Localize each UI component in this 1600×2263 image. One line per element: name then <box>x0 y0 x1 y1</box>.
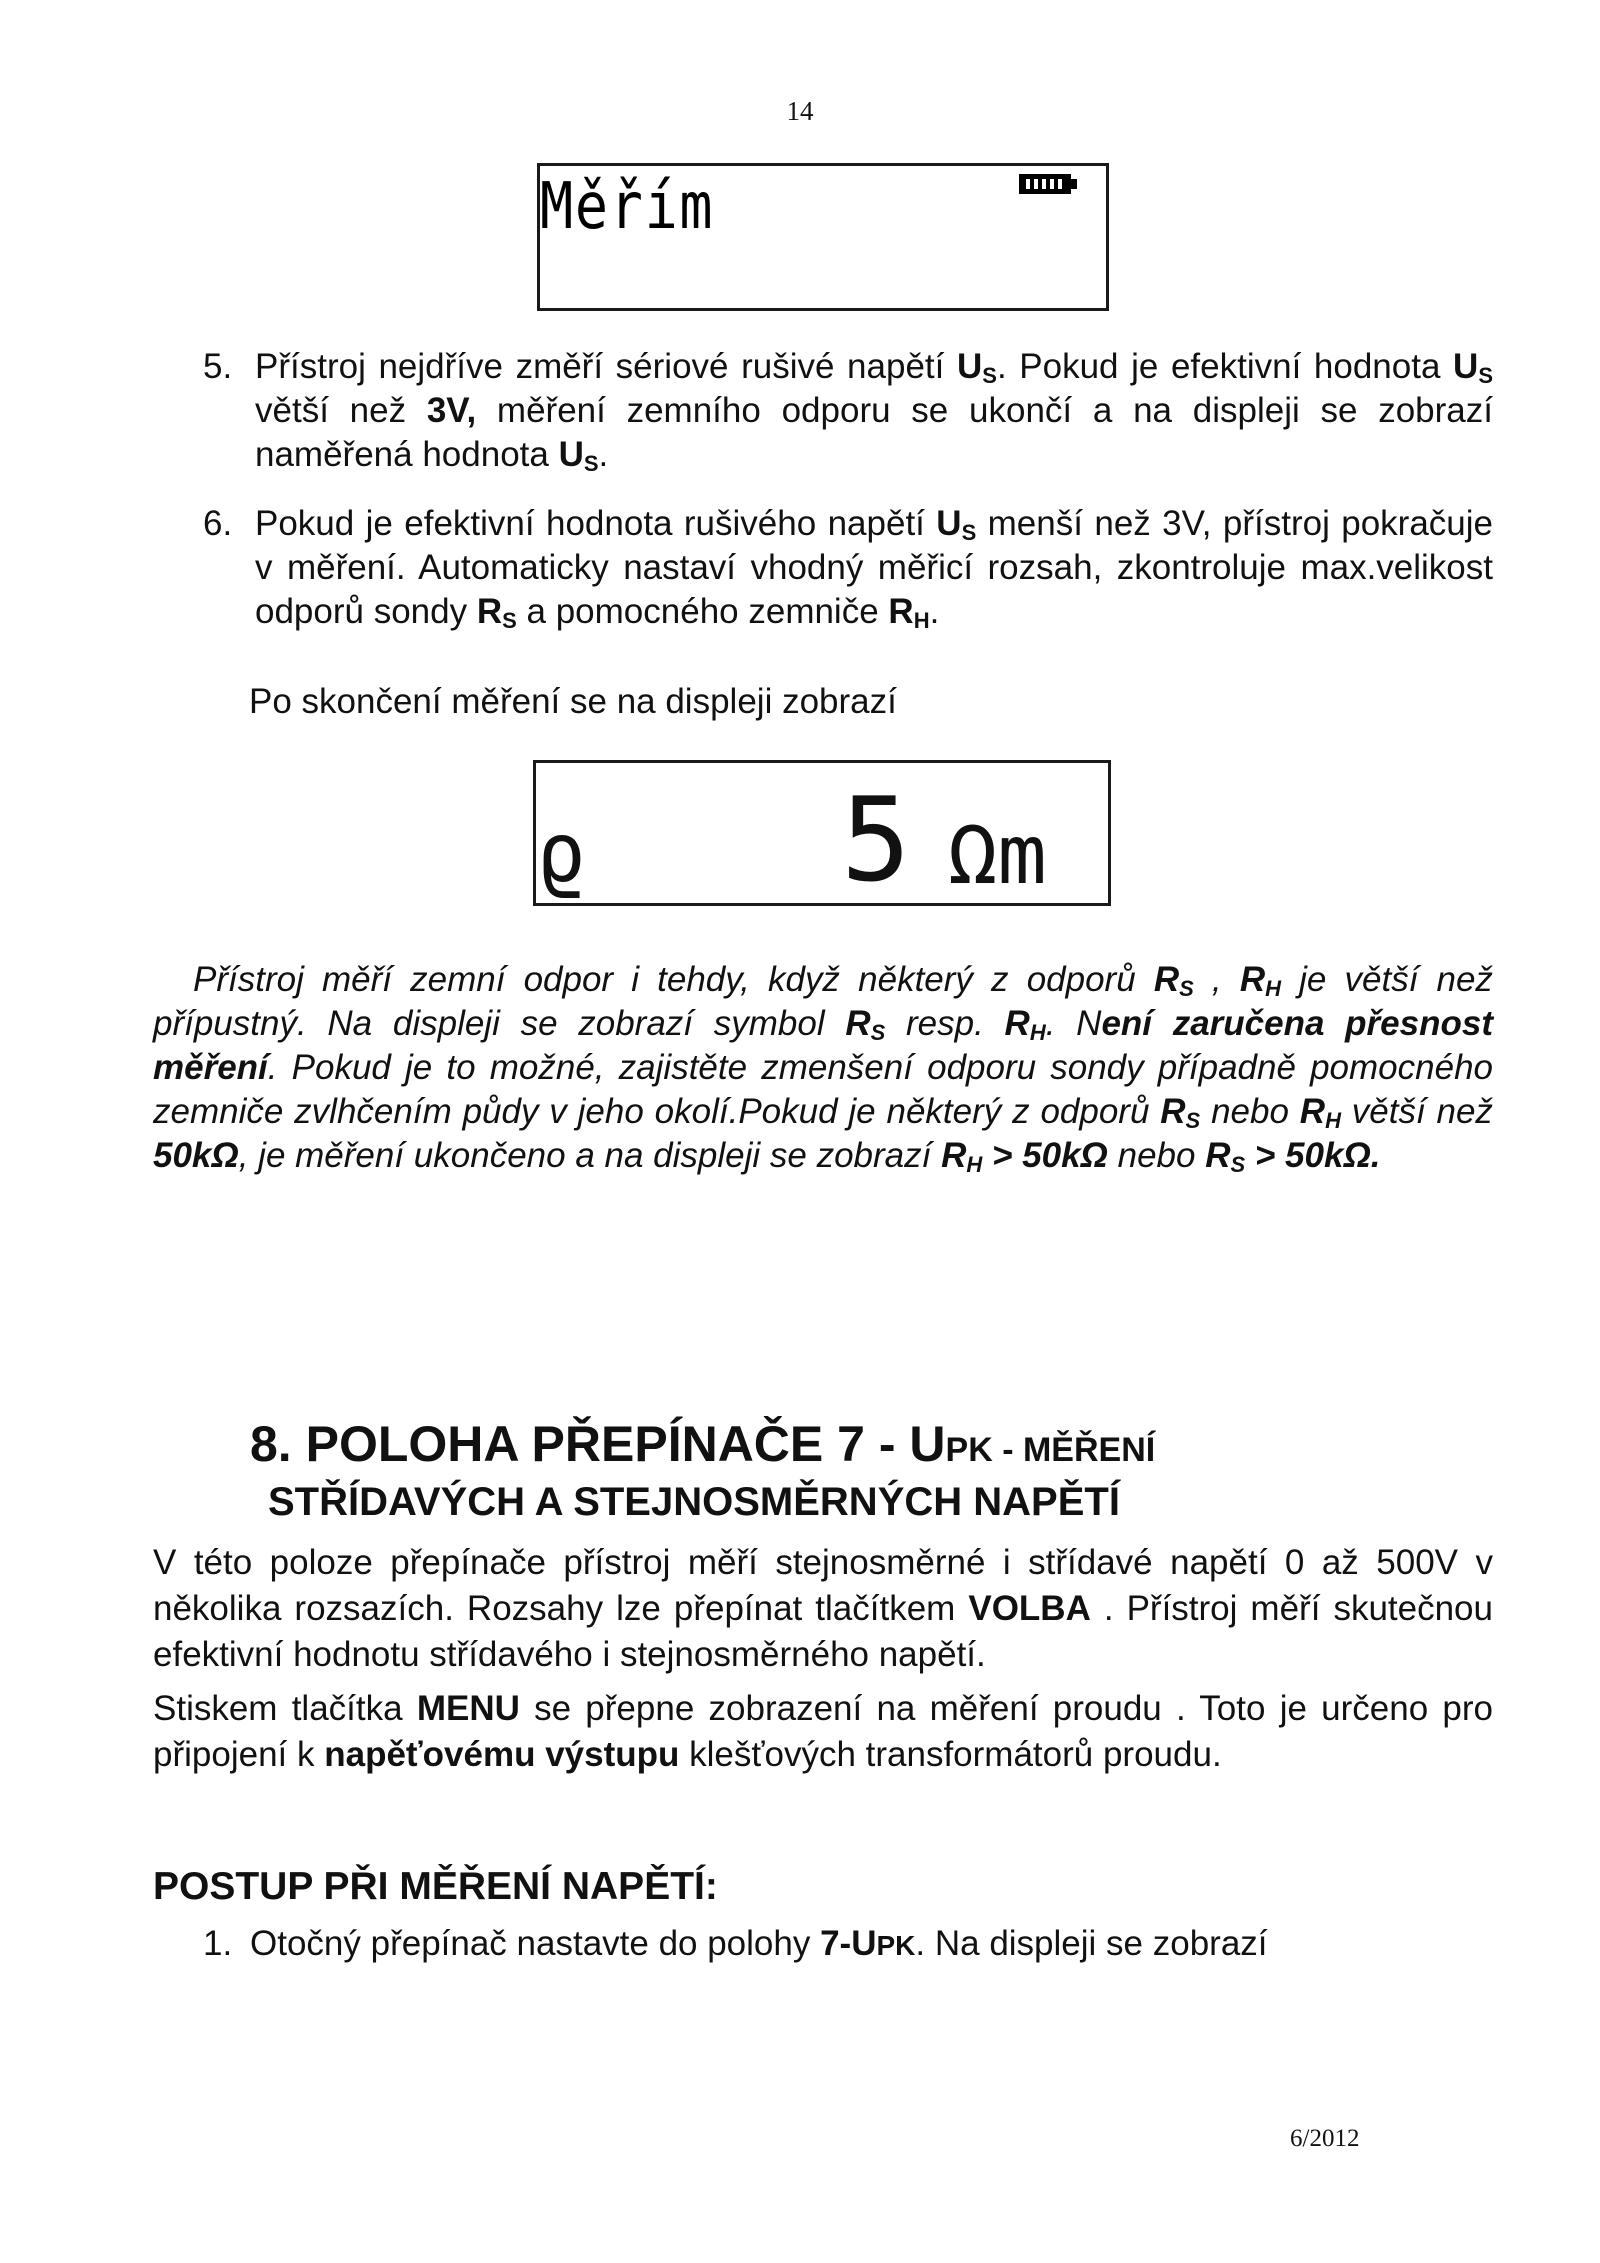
item-number: 6. <box>203 504 233 543</box>
paragraph-menu: Stiskem tlačítka MENU se přepne zobrazení na měření proudu . Toto je určeno pro připojení k napěťovému výstupu klešťových transformátorů proudu. <box>153 1689 1493 1774</box>
item-body: Přístroj nejdříve změří sériové rušivé napětí $U_S$. Pokud je efektivní hodnota $U_S$ větší než 3V, měření zemního odporu se ukončí a na displeji se zobrazí naměřená hodnota $U_S$. <box>255 347 1493 476</box>
battery-icon <box>1018 172 1078 198</box>
warning-note: Přístroj měří zemní odpor i tehdy, když některý z odporů $R_S$ , $R_H$ je větší než přípustný. Na displeji se zobrazí symbol $R_S$ resp. $R_H$. Není zaručena přesnost měření. Pokud je to možné, zajistěte zmenšení odporu sondy případně pomocného zemniče zvlhčením půdy v jeho okolí.Pokud je některý z odporů $R_S$ nebo $R_H$ větší než 50kΩ, je měření ukončeno a na displeji se zobrazí $R_H > 50k\Omega$ nebo $R_S > 50k\Omega$. <box>153 960 1493 1177</box>
item-body: Pokud je efektivní hodnota rušivého napětí $U_S$ menší než 3V, přístroj pokračuje v měření. Automaticky nastaví vhodný měřicí rozsah, zkontroluje max.velikost odporů sondy $R_S$ a pomocného zemniče $R_H$. <box>255 504 1494 633</box>
after-measure-text: Po skončení měření se na displeji zobrazí <box>249 682 897 721</box>
procedure-step-1 <box>203 1922 1493 1968</box>
result-unit: Ωm <box>948 808 1047 903</box>
paragraph-voltage-mode: V této poloze přepínače přístroj měří stejnosměrné i střídavé napětí 0 až 500V v několika rozsazích. Rozsahy lze přepínat tlačítkem VOLBA . Přístroj měří skutečnou efektivní hodnotu střídavého i stejnosměrného napětí. <box>153 1543 1493 1674</box>
lcd-text: Měřím <box>540 170 715 244</box>
footer-date: 6/2012 <box>1290 2125 1360 2152</box>
result-value: 5 <box>841 773 911 908</box>
lcd-display-measuring <box>537 163 1109 311</box>
item-number: 5. <box>203 347 233 386</box>
item-number: 1. <box>203 1924 233 1963</box>
procedure-heading: POSTUP PŘI MĚŘENÍ NAPĚTÍ: <box>153 1865 718 1908</box>
resistivity-symbol: ϱ <box>536 806 586 901</box>
item-body: Otočný přepínač nastavte do polohy 7-UPK. Na displeji se zobrazí <box>250 1924 1268 1963</box>
lcd-display-result <box>533 760 1111 906</box>
section-heading-line2: STŘÍDAVÝCH A STEJNOSMĚRNÝCH NAPĚTÍ <box>268 1480 1120 1524</box>
list-item-6 <box>203 502 1493 634</box>
page-number: 14 <box>786 96 814 126</box>
section-heading: 8. POLOHA PŘEPÍNAČE 7 - UPK - MĚŘENÍ <box>250 1416 1156 1472</box>
list-item-5 <box>203 345 1493 477</box>
